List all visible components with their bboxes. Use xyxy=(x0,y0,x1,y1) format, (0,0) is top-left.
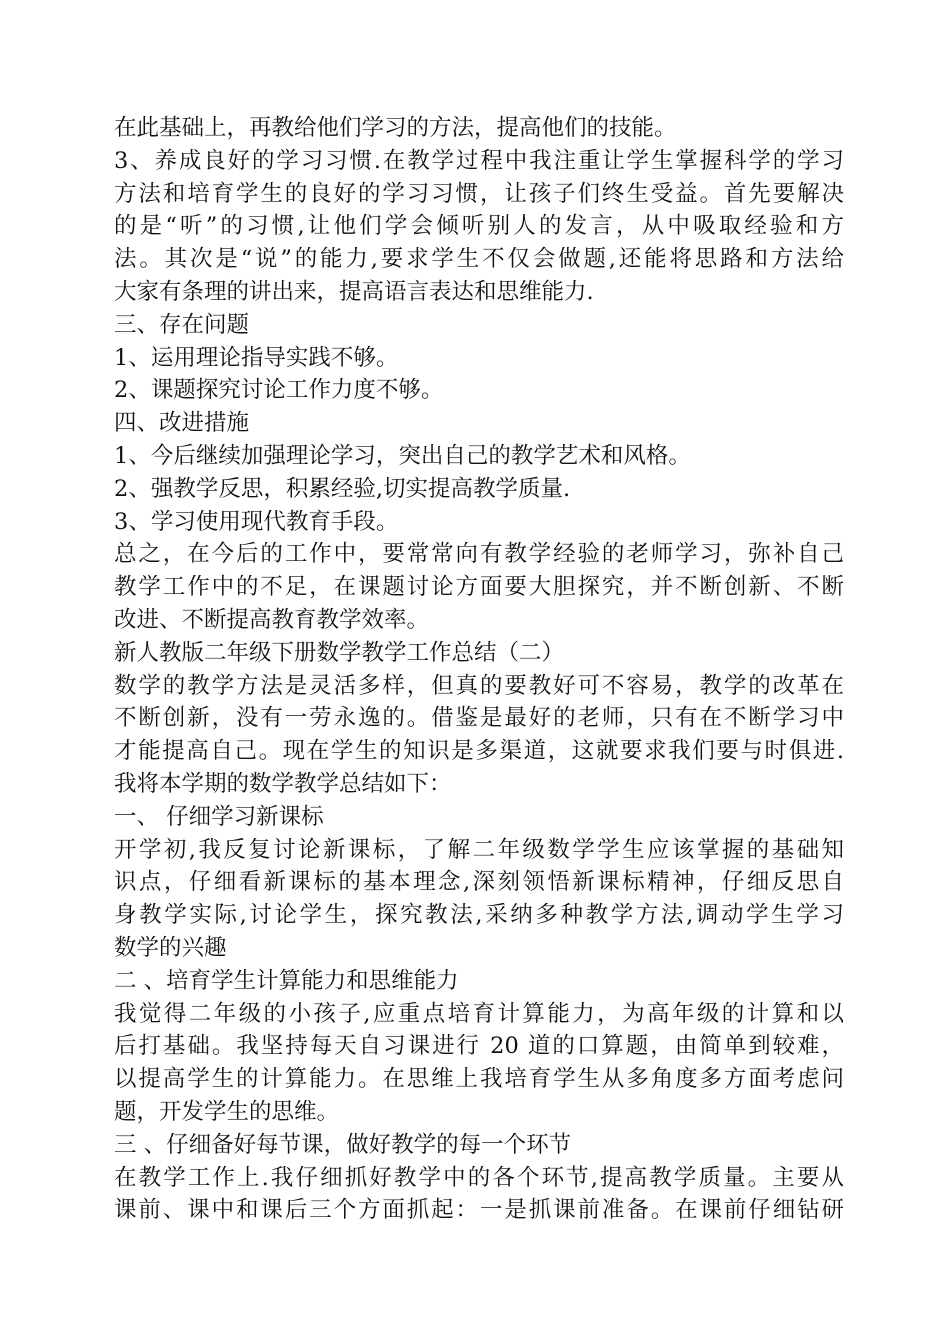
text-line: 总之，在今后的工作中，要常常向有教学经验的老师学习，弥补自己 xyxy=(114,541,844,568)
text-line: 方法和培育学生的良好的学习习惯，让孩子们终生受益。首先要解决 xyxy=(114,180,844,207)
text-line: 不断创新，没有一劳永逸的。借鉴是最好的老师，只有在不断学习中 xyxy=(114,705,844,732)
document-body xyxy=(114,112,844,1227)
text-line: 数学的兴趣 xyxy=(114,934,227,961)
text-line: 改进、不断提高教育教学效率。 xyxy=(114,606,430,633)
text-line: 教学工作中的不足，在课题讨论方面要大胆探究，并不断创新、不断 xyxy=(114,574,844,601)
text-line: 1、今后继续加强理论学习，突出自己的教学艺术和风格。 xyxy=(114,442,691,469)
text-line: 三、存在问题 xyxy=(114,311,250,338)
text-line: 的是“听”的习惯,让他们学会倾听别人的发言，从中吸取经验和方 xyxy=(114,213,844,240)
text-line: 三 、仔细备好每节课，做好教学的每一个环节 xyxy=(114,1131,572,1158)
text-line: 课前、课中和课后三个方面抓起：一是抓课前准备。在课前仔细钻研 xyxy=(114,1197,844,1224)
text-line: 在教学工作上.我仔细抓好教学中的各个环节,提高教学质量。主要从 xyxy=(114,1164,844,1191)
text-line: 新人教版二年级下册数学教学工作总结（二） xyxy=(114,639,565,666)
text-line: 3、养成良好的学习习惯.在教学过程中我注重让学生掌握科学的学习 xyxy=(114,147,844,174)
text-line: 后打基础。我坚持每天自习课进行 20 道的口算题，由简单到较难， xyxy=(114,1033,844,1060)
text-line: 四、改进措施 xyxy=(114,410,250,437)
text-line: 1、运用理论指导实践不够。 xyxy=(114,344,399,371)
text-line: 大家有条理的讲出来，提高语言表达和思维能力. xyxy=(114,278,594,305)
text-line: 数学的教学方法是灵活多样，但真的要教好可不容易，教学的改革在 xyxy=(114,672,844,699)
text-line: 2、强教学反思，积累经验,切实提高教学质量. xyxy=(114,475,571,502)
text-line: 一、 仔细学习新课标 xyxy=(114,803,324,830)
text-line: 法。其次是“说”的能力,要求学生不仅会做题,还能将思路和方法给 xyxy=(114,246,844,273)
text-line: 我将本学期的数学教学总结如下： xyxy=(114,770,452,797)
text-line: 在此基础上，再教给他们学习的方法，提高他们的技能。 xyxy=(114,115,677,141)
text-line: 二 、培育学生计算能力和思维能力 xyxy=(114,967,459,994)
text-line: 我觉得二年级的小孩子,应重点培育计算能力，为高年级的计算和以 xyxy=(114,1000,844,1027)
text-line: 识点，仔细看新课标的基本理念,深刻领悟新课标精神，仔细反思自 xyxy=(114,869,844,896)
text-line: 3、学习使用现代教育手段。 xyxy=(114,508,399,535)
text-line: 2、课题探究讨论工作力度不够。 xyxy=(114,377,444,404)
text-line: 开学初,我反复讨论新课标，了解二年级数学学生应该掌握的基础知 xyxy=(114,836,844,863)
text-line: 才能提高自己。现在学生的知识是多渠道，这就要求我们要与时俱进. xyxy=(114,738,844,765)
text-line: 题，开发学生的思维。 xyxy=(114,1098,340,1125)
text-line: 以提高学生的计算能力。在思维上我培育学生从多角度多方面考虑问 xyxy=(114,1066,844,1093)
text-line: 身教学实际,讨论学生，探究教法,采纳多种教学方法,调动学生学习 xyxy=(114,902,844,929)
